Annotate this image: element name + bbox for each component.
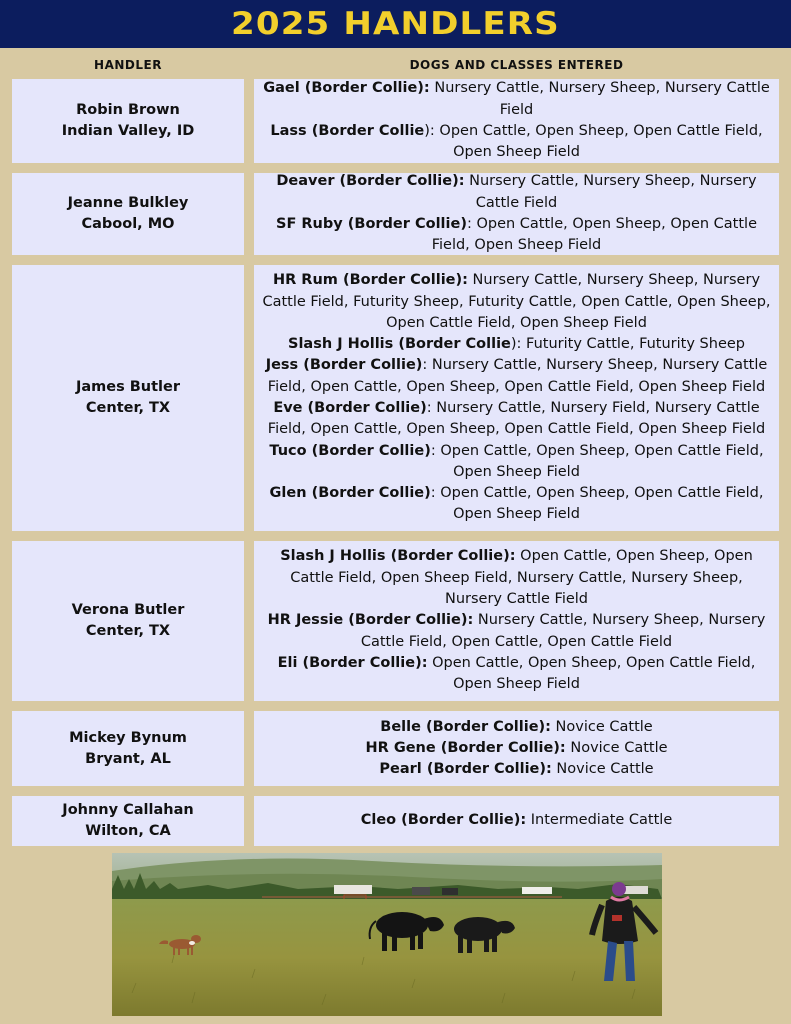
- dog-name: Cleo (Border Collie):: [360, 812, 527, 829]
- handler-location: Center, TX: [85, 623, 171, 639]
- dog-entry: [379, 759, 653, 780]
- handler-cell: [12, 265, 244, 531]
- dog-name: Glen (Border Collie): [269, 485, 431, 502]
- dog-entry: [380, 717, 652, 738]
- dog-entry: [260, 546, 773, 610]
- dog-classes: : Nursery Cattle, Nursery Sheep, Nursery Cattle Field, Open Cattle, Open Sheep, Open Cattle Field, Open Sheep Field: [267, 357, 768, 395]
- handler-cell: [12, 711, 244, 786]
- dog-name: Slash J Hollis (Border Collie: [288, 336, 511, 353]
- dog-classes: Nursery Cattle, Nursery Sheep, Nursery Cattle Field, Open Cattle, Open Cattle Field: [360, 612, 766, 650]
- dog-name: Slash J Hollis (Border Collie):: [280, 548, 516, 565]
- dogs-cell: [254, 79, 779, 163]
- page-title: 2025 HANDLERS: [231, 6, 560, 42]
- handler-cell: [12, 79, 244, 163]
- dog-classes: : Open Cattle, Open Sheep, Open Cattle Field, Open Sheep Field: [431, 216, 757, 254]
- dog-entry: [260, 398, 773, 441]
- handler-name: Jeanne Bulkley: [67, 195, 189, 211]
- handler-row: [0, 79, 791, 163]
- dog-classes: : Open Cattle, Open Sheep, Open Cattle Field, Open Sheep Field: [430, 442, 764, 480]
- dog-entry: [361, 810, 673, 831]
- dog-classes: ): Futurity Cattle, Futurity Sheep: [510, 336, 745, 353]
- handler-column-header: HANDLER: [94, 58, 162, 72]
- dogs-cell: [254, 711, 779, 786]
- dog-entry: [260, 441, 773, 484]
- handler-location: Indian Valley, ID: [61, 123, 195, 139]
- dog-entry: [260, 355, 773, 398]
- handler-name: James Butler: [75, 379, 181, 395]
- dog-entry: [365, 738, 667, 759]
- cattle-herding-photo: [112, 853, 662, 1016]
- dog-name: Deaver (Border Collie):: [276, 173, 465, 190]
- handler-location: Center, TX: [85, 400, 171, 416]
- dog-classes: Nursery Cattle, Nursery Sheep, Nursery Cattle Field: [429, 80, 770, 118]
- handler-name: Johnny Callahan: [62, 802, 194, 818]
- dog-classes: Nursery Cattle, Nursery Sheep, Nursery Cattle Field: [464, 173, 757, 211]
- handler-row: [0, 711, 791, 786]
- dog-classes: Open Cattle, Open Sheep, Open Cattle Field, Open Sheep Field: [427, 654, 756, 693]
- handler-name: Mickey Bynum: [69, 729, 187, 746]
- handler-location: Cabool, MO: [81, 216, 175, 232]
- dog-entry: [260, 610, 773, 653]
- dog-entry: [260, 270, 773, 334]
- handler-row: [0, 265, 791, 531]
- dog-entry: [272, 171, 761, 214]
- dogs-cell: [254, 173, 779, 255]
- title-banner: [0, 0, 791, 48]
- dog-entry: [260, 483, 773, 526]
- dog-classes: Novice Cattle: [550, 718, 653, 735]
- handler-location: Bryant, AL: [85, 750, 171, 767]
- dog-entry: [260, 121, 773, 164]
- handler-cell: [12, 541, 244, 701]
- dog-entry: [288, 334, 745, 355]
- dog-name: Eve (Border Collie): [273, 400, 427, 416]
- handler-cell: [12, 796, 244, 846]
- dog-name: HR Jessie (Border Collie):: [267, 612, 474, 629]
- dog-name: Eli (Border Collie):: [277, 654, 428, 671]
- dog-name: Gael (Border Collie):: [263, 80, 430, 97]
- handler-cell: [12, 173, 244, 255]
- dog-entry: [260, 78, 773, 121]
- dog-entry: [260, 653, 773, 696]
- dogs-column-header: DOGS AND CLASSES ENTERED: [409, 58, 624, 72]
- handler-name: Robin Brown: [76, 102, 180, 118]
- dog-name: Jess (Border Collie): [265, 357, 423, 374]
- dog-classes: : Nursery Cattle, Nursery Field, Nursery Cattle Field, Open Cattle, Open Sheep, Open Cattle Field, Open Sheep Field: [267, 400, 766, 438]
- dog-entry: [272, 214, 761, 257]
- dog-name: Pearl (Border Collie):: [379, 761, 552, 778]
- dog-classes: Nursery Cattle, Nursery Sheep, Nursery Cattle Field, Futurity Sheep, Futurity Cattle, Open Cattle, Open Sheep, Open Cattle Field, Open Sheep Field: [262, 272, 771, 331]
- handler-row: [0, 541, 791, 701]
- handler-location: Wilton, CA: [85, 823, 171, 839]
- dog-classes: Novice Cattle: [551, 761, 654, 778]
- dog-name: HR Rum (Border Collie):: [272, 272, 468, 289]
- dog-classes: Open Cattle, Open Sheep, Open Cattle Field, Open Sheep Field, Nursery Cattle, Nursery Sheep, Nursery Cattle Field: [290, 548, 753, 608]
- dog-name: Tuco (Border Collie): [269, 442, 431, 459]
- dog-classes: Intermediate Cattle: [526, 812, 673, 829]
- dogs-cell: [254, 265, 779, 531]
- dog-classes: : Open Cattle, Open Sheep, Open Cattle Field, Open Sheep Field: [430, 485, 764, 523]
- dogs-cell: [254, 796, 779, 846]
- dog-classes: Novice Cattle: [565, 739, 668, 756]
- dog-name: HR Gene (Border Collie):: [365, 739, 566, 756]
- dog-name: SF Ruby (Border Collie): [276, 216, 467, 232]
- dog-classes: ): Open Cattle, Open Sheep, Open Cattle Field, Open Sheep Field: [424, 123, 763, 161]
- handler-name: Verona Butler: [71, 602, 185, 618]
- dog-name: Lass (Border Collie: [270, 123, 425, 139]
- handler-row: [0, 796, 791, 846]
- dogs-cell: [254, 541, 779, 701]
- handler-row: [0, 173, 791, 255]
- dog-name: Belle (Border Collie):: [380, 718, 551, 735]
